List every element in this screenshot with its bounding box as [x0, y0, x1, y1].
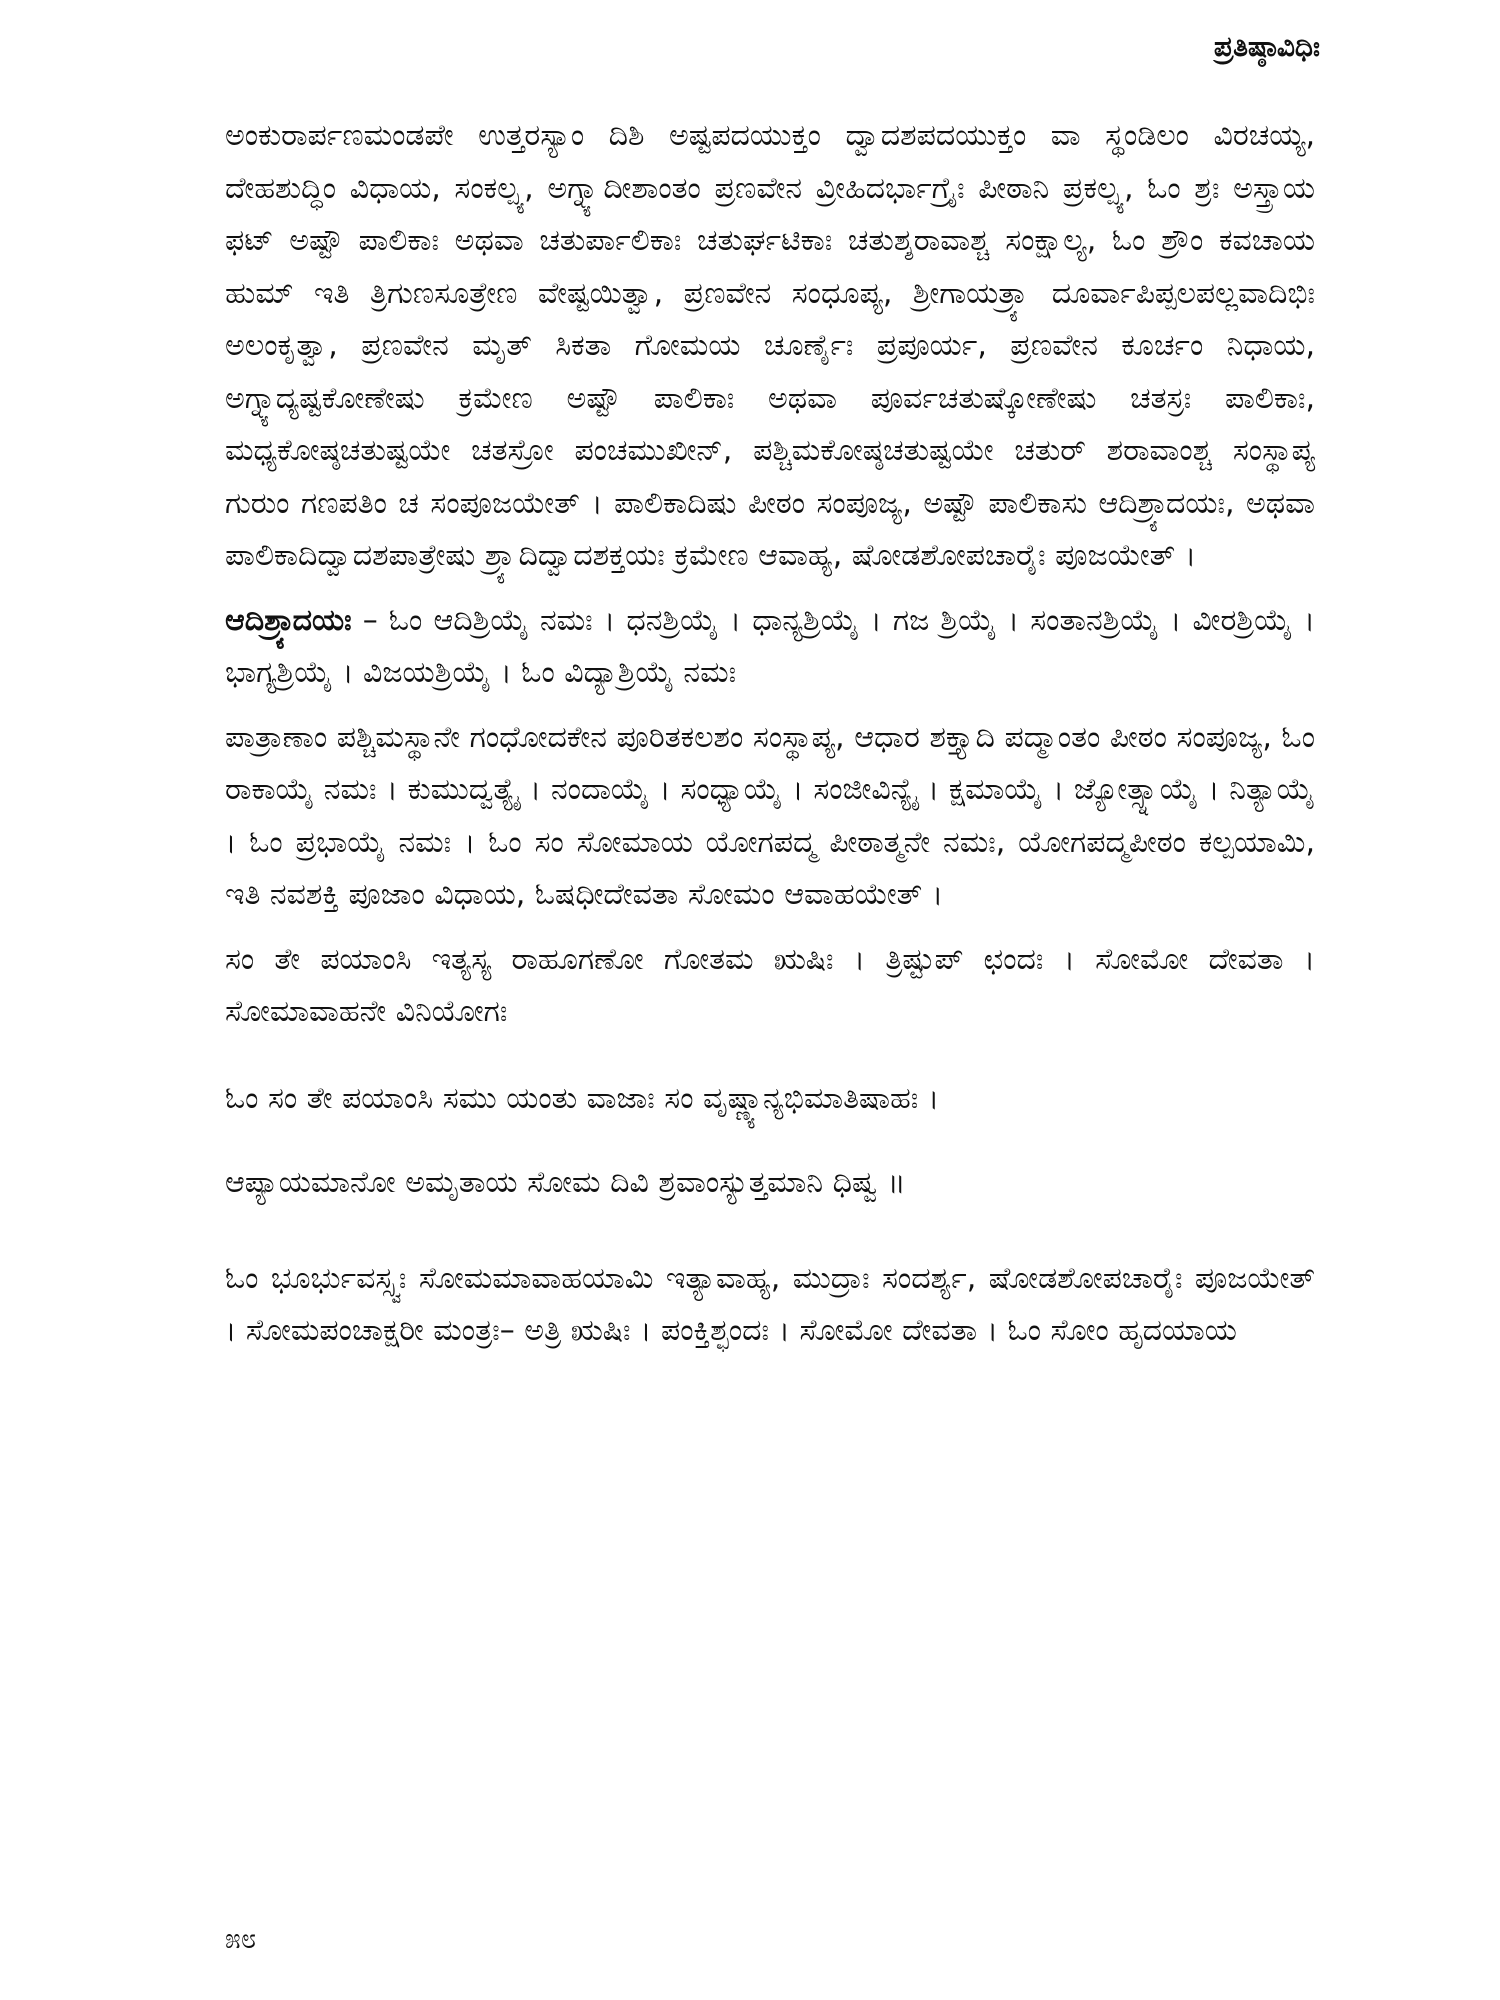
paragraph-viniyoga: ಸಂ ತೇ ಪಯಾಂಸಿ ಇತ್ಯಸ್ಯ ರಾಹೂಗಣೋ ಗೋತಮ ಋಷಿಃ । ತ್ರಿಷ್ಟುಪ್ ಛಂದಃ । ಸೋಮೋ ದೇವತಾ । ಸೋಮಾವಾಹನೇ ವಿನಿಯೋಗಃ — [225, 941, 1315, 1029]
paragraph-ankurarpana: ಅಂಕುರಾರ್ಪಣಮಂಡಪೇ ಉತ್ತರಸ್ಯಾಂ ದಿಶಿ ಅಷ್ಟಪದಯುಕ್ತಂ ದ್ವಾದಶಪದಯುಕ್ತಂ ವಾ ಸ್ಥಂಡಿಲಂ ವಿರಚಯ್ಯ, ದೇಹಶುದ್ಧಿಂ ವಿಧಾಯ, ಸಂಕಲ್ಪ್ಯ, ಅಗ್ನ್ಯಾದೀಶಾಂತಂ ಪ್ರಣವೇನ ವ್ರೀಹಿದರ್ಭಾಗ್ರೈಃ ಪೀಠಾನಿ ಪ್ರಕಲ್ಪ್ಯ, ಓಂ ಶ್ರಃ ಅಸ್ತ್ರಾಯ ಫಟ್ ಅಷ್ಟೌ ಪಾಲಿಕಾಃ ಅಥವಾ ಚತುರ್ಪಾಲಿಕಾಃ ಚತುರ್ಘಟಿಕಾಃ ಚತುಶ್ಶರಾವಾಶ್ಚ ಸಂಕ್ಷಾಲ್ಯ, ಓಂ ಶ್ರೌಂ ಕವಚಾಯ ಹುಮ್ ಇತಿ ತ್ರಿಗುಣಸೂತ್ರೇಣ ವೇಷ್ಟಯಿತ್ವಾ, ಪ್ರಣವೇನ ಸಂಧೂಪ್ಯ, ಶ್ರೀಗಾಯತ್ರ್ಯಾ ದೂರ್ವಾಪಿಪ್ಪಲಪಲ್ಲವಾದಿಭಿಃ ಅಲಂಕೃತ್ವಾ, ಪ್ರಣವೇನ ಮೃತ್ ಸಿಕತಾ ಗೋಮಯ ಚೂರ್ಣೈಃ ಪ್ರಪೂರ್ಯ, ಪ್ರಣವೇನ ಕೂರ್ಚಂ ನಿಧಾಯ, ಅಗ್ನ್ಯಾದ್ಯಷ್ಟಕೋಣೇಷು ಕ್ರಮೇಣ ಅಷ್ಟೌ ಪಾಲಿಕಾಃ ಅಥವಾ ಪೂರ್ವಚತುಷ್ಕೋಣೇಷು ಚತಸ್ರಃ ಪಾಲಿಕಾಃ, ಮಧ್ಯಕೋಷ್ಠಚತುಷ್ಟಯೇ ಚತಸ್ರೋ ಪಂಚಮುಖೀನ್, ಪಶ್ಚಿಮಕೋಷ್ಠಚತುಷ್ಟಯೇ ಚತುರ್ ಶರಾವಾಂಶ್ಚ ಸಂಸ್ಥಾಪ್ಯ ಗುರುಂ ಗಣಪತಿಂ ಚ ಸಂಪೂಜಯೇತ್ । ಪಾಲಿಕಾದಿಷು ಪೀಠಂ ಸಂಪೂಜ್ಯ, ಅಷ್ಟೌ ಪಾಲಿಕಾಸು ಆದಿಶ್ರ್ಯಾದಯಃ, ಅಥವಾ ಪಾಲಿಕಾದಿದ್ವಾದಶಪಾತ್ರೇಷು ಶ್ರ್ಯಾದಿದ್ವಾದಶಕ್ತಯಃ ಕ್ರಮೇಣ ಆವಾಹ್ಯ, ಷೋಡಶೋಪಚಾರೈಃ ಪೂಜಯೇತ್ । — [225, 118, 1315, 573]
paragraph-adishriyadayah — [225, 595, 1315, 700]
paragraph-lead-text: – ಓಂ ಆದಿಶ್ರಿಯೈ ನಮಃ । ಧನಶ್ರಿಯೈ । ಧಾನ್ಯಶ್ರಿಯೈ । ಗಜ ಶ್ರಿಯೈ । ಸಂತಾನಶ್ರಿಯೈ । ವೀರಶ್ರಿಯೈ । ಭಾಗ್ಯಶ್ರಿಯೈ । ವಿಜಯಶ್ರಿಯೈ । ಓಂ ವಿದ್ಯಾಶ್ರಿಯೈ ನಮಃ — [225, 602, 1315, 690]
body-text — [225, 110, 1315, 1370]
running-head: ಪ್ರತಿಷ್ಠಾವಿಧಿಃ — [1213, 30, 1320, 63]
paragraph-avahana: ಓಂ ಭೂರ್ಭುವಸ್ಸ್ವಃ ಸೋಮಮಾವಾಹಯಾಮಿ ಇತ್ಯಾವಾಹ್ಯ, ಮುದ್ರಾಃ ಸಂದರ್ಶ್ಯ, ಷೋಡಶೋಪಚಾರೈಃ ಪೂಜಯೇತ್ । ಸೋಮಪಂಚಾಕ್ಷರೀ ಮಂತ್ರಃ– ಅತ್ರಿ ಋಷಿಃ । ಪಂಕ್ತಿಶ್ಛಂದಃ । ಸೋಮೋ ದೇವತಾ । ಓಂ ಸೋಂ ಹೃದಯಾಯ — [225, 1260, 1315, 1348]
verse-line-2: ಆಪ್ಯಾಯಮಾನೋ ಅಮೃತಾಯ ಸೋಮ ದಿವಿ ಶ್ರವಾಂಸ್ಯುತ್ತಮಾನಿ ಧಿಷ್ವ ॥ — [225, 1164, 906, 1200]
paragraph-lead-term: ಆದಿಶ್ರ್ಯಾದಯಃ — [225, 602, 352, 638]
paragraph-navashakti-puja: ಪಾತ್ರಾಣಾಂ ಪಶ್ಚಿಮಸ್ಥಾನೇ ಗಂಧೋದಕೇನ ಪೂರಿತಕಲಶಂ ಸಂಸ್ಥಾಪ್ಯ, ಆಧಾರ ಶಕ್ತ್ಯಾದಿ ಪದ್ಮಾಂತಂ ಪೀಠಂ ಸಂಪೂಜ್ಯ, ಓಂ ರಾಕಾಯೈ ನಮಃ । ಕುಮುದ್ವತ್ಯೈ । ನಂದಾಯೈ । ಸಂಧ್ಯಾಯೈ । ಸಂಜೀವಿನ್ಯೈ । ಕ್ಷಮಾಯೈ । ಜ್ಯೋತ್ಸ್ನಾಯೈ । ನಿತ್ಯಾಯೈ । ಓಂ ಪ್ರಭಾಯೈ ನಮಃ । ಓಂ ಸಂ ಸೋಮಾಯ ಯೋಗಪದ್ಮ ಪೀಠಾತ್ಮನೇ ನಮಃ, ಯೋಗಪದ್ಮಪೀಠಂ ಕಲ್ಪಯಾಮಿ, ಇತಿ ನವಶಕ್ತಿ ಪೂಜಾಂ ವಿಧಾಯ, ಓಷಧೀದೇವತಾ ಸೋಮಂ ಆವಾಹಯೇತ್ । — [225, 719, 1315, 912]
page-number: ೫೮ — [225, 1922, 257, 1955]
verse-line-1: ಓಂ ಸಂ ತೇ ಪಯಾಂಸಿ ಸಮು ಯಂತು ವಾಜಾಃ ಸಂ ವೃಷ್ಣ್ಯಾನ್ಯಭಿಮಾತಿಷಾಹಃ । — [225, 1080, 940, 1116]
